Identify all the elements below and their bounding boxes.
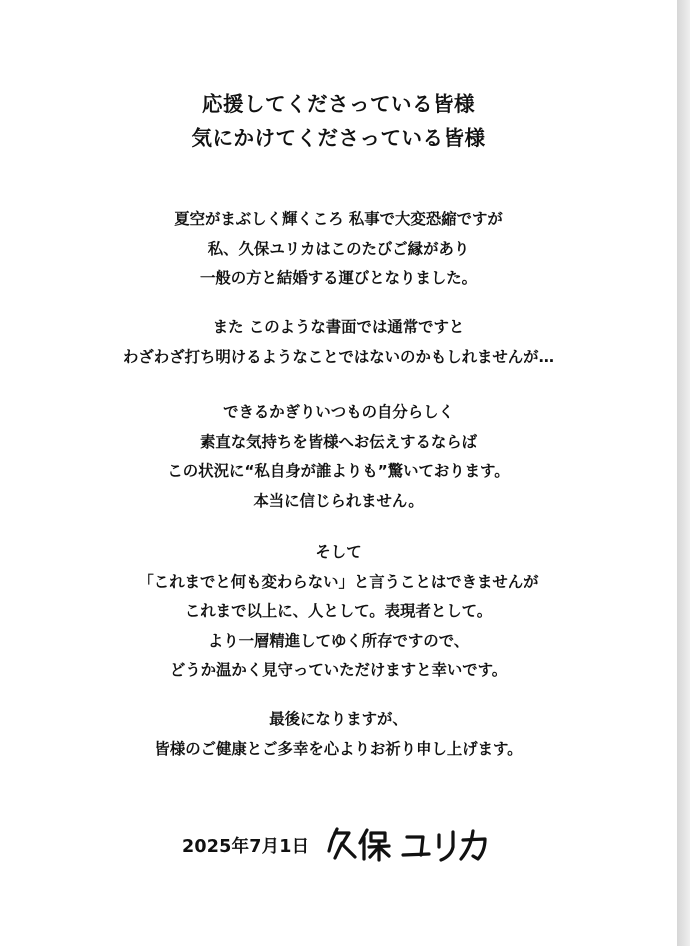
body-line: この状況に“私自身が誰よりも”驚いております。 [167, 462, 510, 480]
handwritten-signature [327, 827, 492, 863]
body-line: 皆様のご健康とご多幸を心よりお祈り申し上げます。 [154, 739, 523, 758]
paragraph-3 [0, 398, 677, 516]
page-edge-shadow [677, 0, 690, 946]
paragraph-5 [0, 705, 677, 764]
body-line: どうか温かく見守っていただけますと幸いです。 [169, 661, 508, 679]
body-line: より一層精進してゆく所存ですので、 [207, 631, 470, 650]
paragraph-4 [0, 538, 677, 686]
body-line: 私、久保ユリカはこのたびご縁があり [207, 239, 470, 258]
body-line: 本当に信じられません。 [253, 491, 424, 510]
heading-line-2: 気にかけてくださっている皆様 [191, 126, 486, 150]
body-line: できるかぎりいつもの自分らしく [223, 403, 454, 421]
body-line: また このような書面では通常ですと [212, 318, 465, 336]
body-line: 一般の方と結婚する運びとなりました。 [199, 269, 478, 287]
closing-line [182, 825, 492, 865]
paragraph-1 [0, 205, 677, 294]
body-line: 最後になりますが、 [269, 710, 408, 728]
letter-date: 2025年7月1日 [182, 836, 310, 857]
body-line: わざわざ打ち明けるようなことではないのかもしれませんが… [123, 347, 554, 366]
body-line: 夏空がまぶしく輝くころ 私事で大変恐縮ですが [174, 210, 503, 228]
heading-line-1: 応援してくださっている皆様 [202, 92, 475, 116]
paragraph-2 [0, 313, 677, 372]
body-line: 「これまでと何も変わらない」と言うことはできませんが [138, 572, 539, 591]
body-line: そして [315, 543, 362, 561]
body-line: 素直な気持ちを皆様へお伝えするならば [199, 432, 478, 451]
body-line: これまで以上に、人として。表現者として。 [184, 602, 493, 620]
